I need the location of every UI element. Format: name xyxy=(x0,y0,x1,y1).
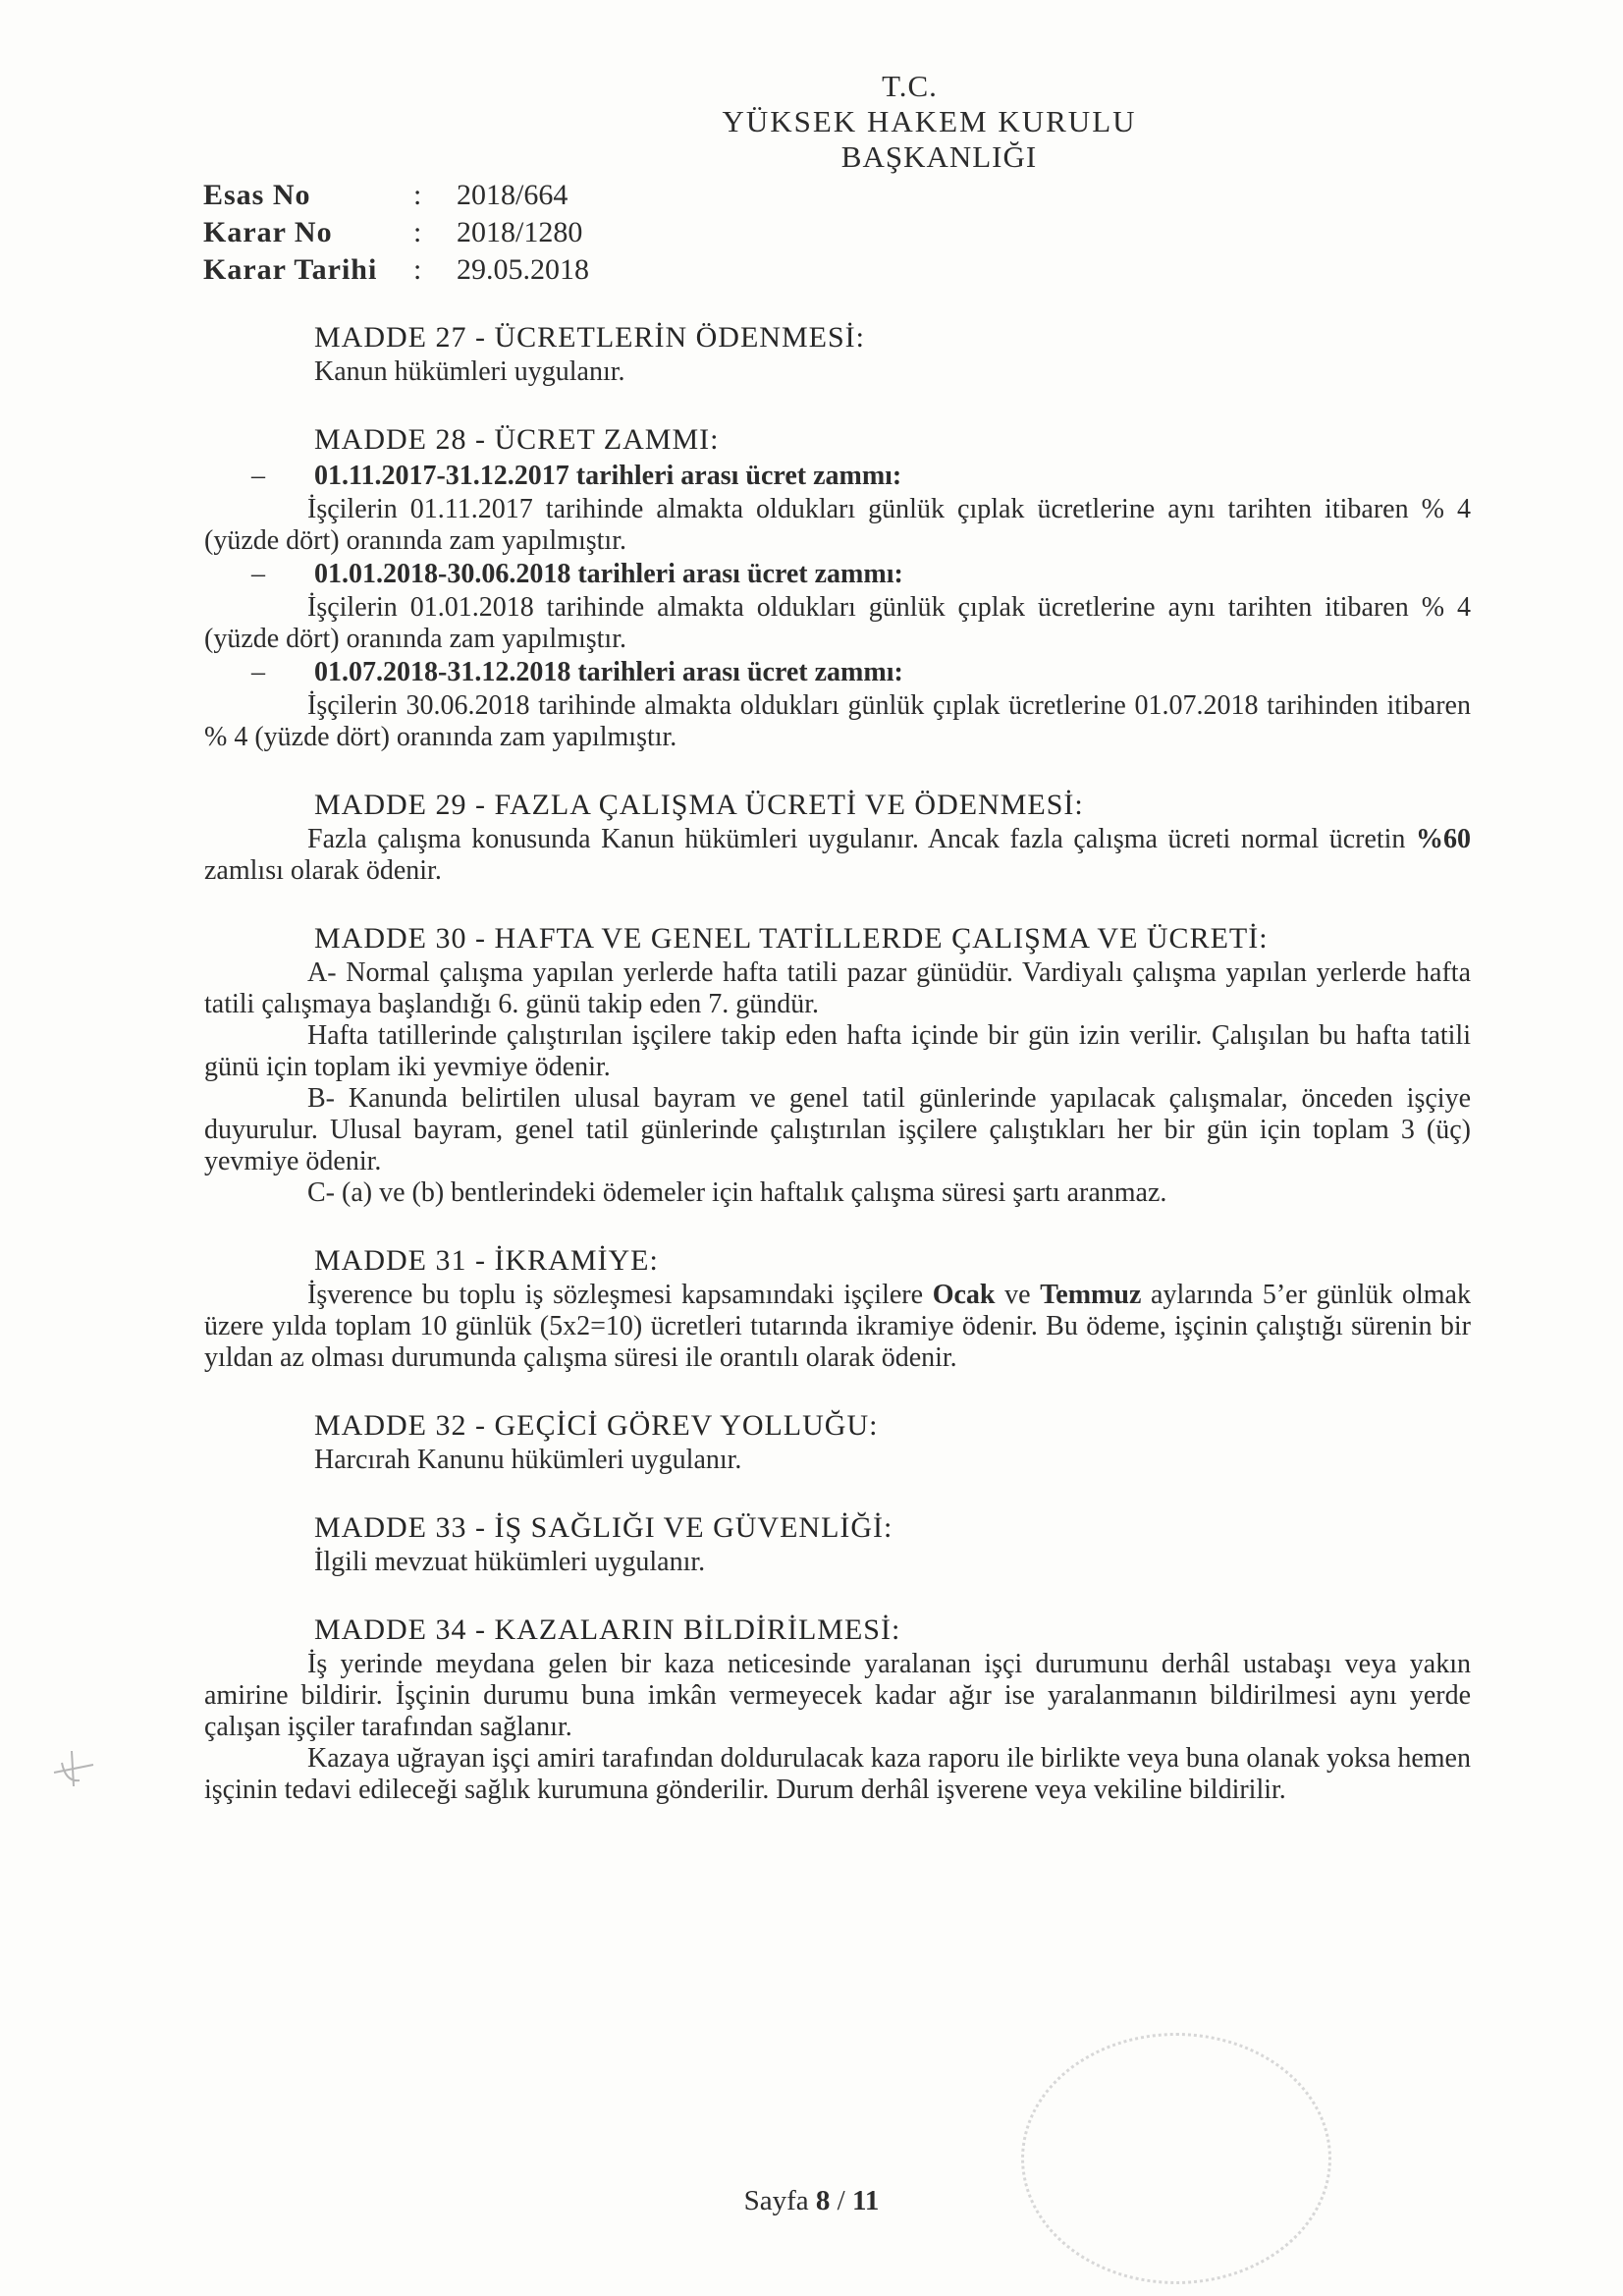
document-body xyxy=(204,319,1471,1806)
header-tc: T.C. xyxy=(882,69,938,103)
raise-period-heading: 01.01.2018-30.06.2018 tarihleri arası ücret zammı: xyxy=(314,559,903,589)
body-bold-percent: %60 xyxy=(1416,824,1471,854)
meta-row-esas xyxy=(203,177,589,214)
raise-period-item xyxy=(204,459,1471,557)
madde-paragraph: Hafta tatillerinde çalıştırılan işçilere takip eden hafta içinde bir gün izin verilir. Çalışılan bu hafta tatili günü için toplam iki yevmiye ödenir. xyxy=(204,1020,1471,1082)
madde-body: İlgili mevzuat hükümleri uygulanır. xyxy=(314,1547,706,1577)
meta-label: Esas No xyxy=(203,179,311,211)
madde-title: MADDE 27 - ÜCRETLERİN ÖDENMESİ: xyxy=(314,321,865,354)
body-text: Fazla çalışma konusunda Kanun hükümleri uygulanır. Ancak fazla çalışma ücreti normal ücretin xyxy=(307,824,1416,854)
header-presidency: BAŞKANLIĞI xyxy=(840,139,1038,174)
madde-paragraph: Kazaya uğrayan işçi amiri tarafından doldurulacak kaza raporu ile birlikte veya buna olanak yoksa hemen işçinin tedavi edileceği sağlık kurumuna gönderilir. Durum derhâl işverene veya vekiline bildirilir. xyxy=(204,1743,1471,1805)
madde-title: MADDE 33 - İŞ SAĞLIĞI VE GÜVENLİĞİ: xyxy=(314,1511,893,1544)
raise-period-body: İşçilerin 01.11.2017 tarihinde almakta oldukları günlük çıplak ücretlerine aynı tarihten itibaren % 4 (yüzde dört) oranında zam yapılmıştır. xyxy=(204,494,1471,556)
dash-bullet: – xyxy=(251,461,265,491)
meta-value: 2018/664 xyxy=(457,179,568,211)
madde-29 xyxy=(204,787,1471,887)
raise-period-item xyxy=(204,655,1471,753)
meta-value: 29.05.2018 xyxy=(457,253,589,286)
body-text: aylarında 5’er günlük olmak üzere yılda toplam 10 günlük (5x2=10) ücretleri tutarında ikramiye ödenir. Bu ödeme, işçinin çalıştığı sürenin bir yıldan az olması durumunda çalışma süresi ile orantılı olarak ödenir. xyxy=(204,1280,1471,1373)
madde-title: MADDE 32 - GEÇİCİ GÖREV YOLLUĞU: xyxy=(314,1409,879,1442)
page-prefix: Sayfa xyxy=(743,2185,816,2216)
raise-period-body: İşçilerin 01.01.2018 tarihinde almakta oldukları günlük çıplak ücretlerine aynı tarihten itibaren % 4 (yüzde dört) oranında zam yapılmıştır. xyxy=(204,592,1471,654)
madde-33 xyxy=(204,1509,1471,1578)
page-separator: / xyxy=(830,2185,852,2216)
madde-28 xyxy=(204,421,1471,753)
madde-paragraph: A- Normal çalışma yapılan yerlerde hafta tatili pazar günüdür. Vardiyalı çalışma yapılan yerlerde hafta tatili çalışmaya başlandığı 6. günü takip eden 7. gündür. xyxy=(204,957,1471,1019)
header-institution: YÜKSEK HAKEM KURULU xyxy=(722,104,1137,138)
madde-title: MADDE 34 - KAZALARIN BİLDİRİLMESİ: xyxy=(314,1613,901,1646)
madde-paragraph: C- (a) ve (b) bentlerindeki ödemeler için haftalık çalışma süresi şartı aranmaz. xyxy=(307,1177,1167,1208)
page-number: 8 xyxy=(815,2185,831,2216)
madde-27 xyxy=(204,319,1471,388)
madde-body xyxy=(204,824,1471,887)
madde-30 xyxy=(204,920,1471,1209)
case-metadata xyxy=(203,177,589,289)
meta-separator: : xyxy=(413,179,422,211)
meta-row-tarih xyxy=(203,251,589,289)
body-text: ve xyxy=(995,1280,1041,1310)
madde-body: Harcırah Kanunu hükümleri uygulanır. xyxy=(314,1445,742,1475)
madde-title: MADDE 29 - FAZLA ÇALIŞMA ÜCRETİ VE ÖDENMESİ: xyxy=(314,789,1084,821)
madde-34 xyxy=(204,1612,1471,1806)
madde-title: MADDE 30 - HAFTA VE GENEL TATİLLERDE ÇALIŞMA VE ÜCRETİ: xyxy=(314,922,1269,955)
raise-period-heading: 01.07.2018-31.12.2018 tarihleri arası ücret zammı: xyxy=(314,657,903,687)
document-header xyxy=(0,69,1623,175)
body-text: İşverence bu toplu iş sözleşmesi kapsamındaki işçilere xyxy=(307,1280,933,1310)
raise-period-body: İşçilerin 30.06.2018 tarihinde almakta oldukları günlük çıplak ücretlerine 01.07.2018 tarihinden itibaren % 4 (yüzde dört) oranında zam yapılmıştır. xyxy=(204,690,1471,752)
meta-separator: : xyxy=(413,216,422,248)
raise-period-item xyxy=(204,557,1471,655)
official-stamp xyxy=(1021,2033,1331,2284)
meta-row-karar xyxy=(203,214,589,251)
meta-label: Karar Tarihi xyxy=(203,253,378,286)
madde-body xyxy=(204,1280,1471,1374)
dash-bullet: – xyxy=(251,559,265,589)
handwritten-mark-icon xyxy=(44,1743,103,1792)
madde-title: MADDE 28 - ÜCRET ZAMMI: xyxy=(314,423,720,456)
madde-paragraph: B- Kanunda belirtilen ulusal bayram ve genel tatil günlerinde yapılacak çalışmalar, önceden işçiye duyurulur. Ulusal bayram, genel tatil günlerinde çalıştırılan işçilere çalıştıkları her bir gün için toplam 3 (üç) yevmiye ödenir. xyxy=(204,1083,1471,1176)
page-footer xyxy=(0,2185,1623,2217)
body-bold-month: Ocak xyxy=(932,1280,996,1310)
meta-value: 2018/1280 xyxy=(457,216,583,248)
madde-paragraph: İş yerinde meydana gelen bir kaza neticesinde yaralanan işçi durumunu derhâl ustabaşı veya yakın amirine bildirir. İşçinin durumu buna imkân vermeyecek kadar ağır ise yaralanmanın bildirilmesi aynı yerde çalışan işçiler tarafından sağlanır. xyxy=(204,1649,1471,1742)
body-bold-month: Temmuz xyxy=(1040,1280,1142,1310)
meta-separator: : xyxy=(413,253,422,286)
raise-period-heading: 01.11.2017-31.12.2017 tarihleri arası ücret zammı: xyxy=(314,461,902,491)
meta-label: Karar No xyxy=(203,216,333,248)
madde-title: MADDE 31 - İKRAMİYE: xyxy=(314,1244,659,1277)
madde-body: Kanun hükümleri uygulanır. xyxy=(314,356,625,387)
dash-bullet: – xyxy=(251,657,265,687)
madde-32 xyxy=(204,1407,1471,1476)
madde-31 xyxy=(204,1242,1471,1374)
page-total: 11 xyxy=(851,2185,880,2216)
body-text: zamlısı olarak ödenir. xyxy=(204,855,442,886)
